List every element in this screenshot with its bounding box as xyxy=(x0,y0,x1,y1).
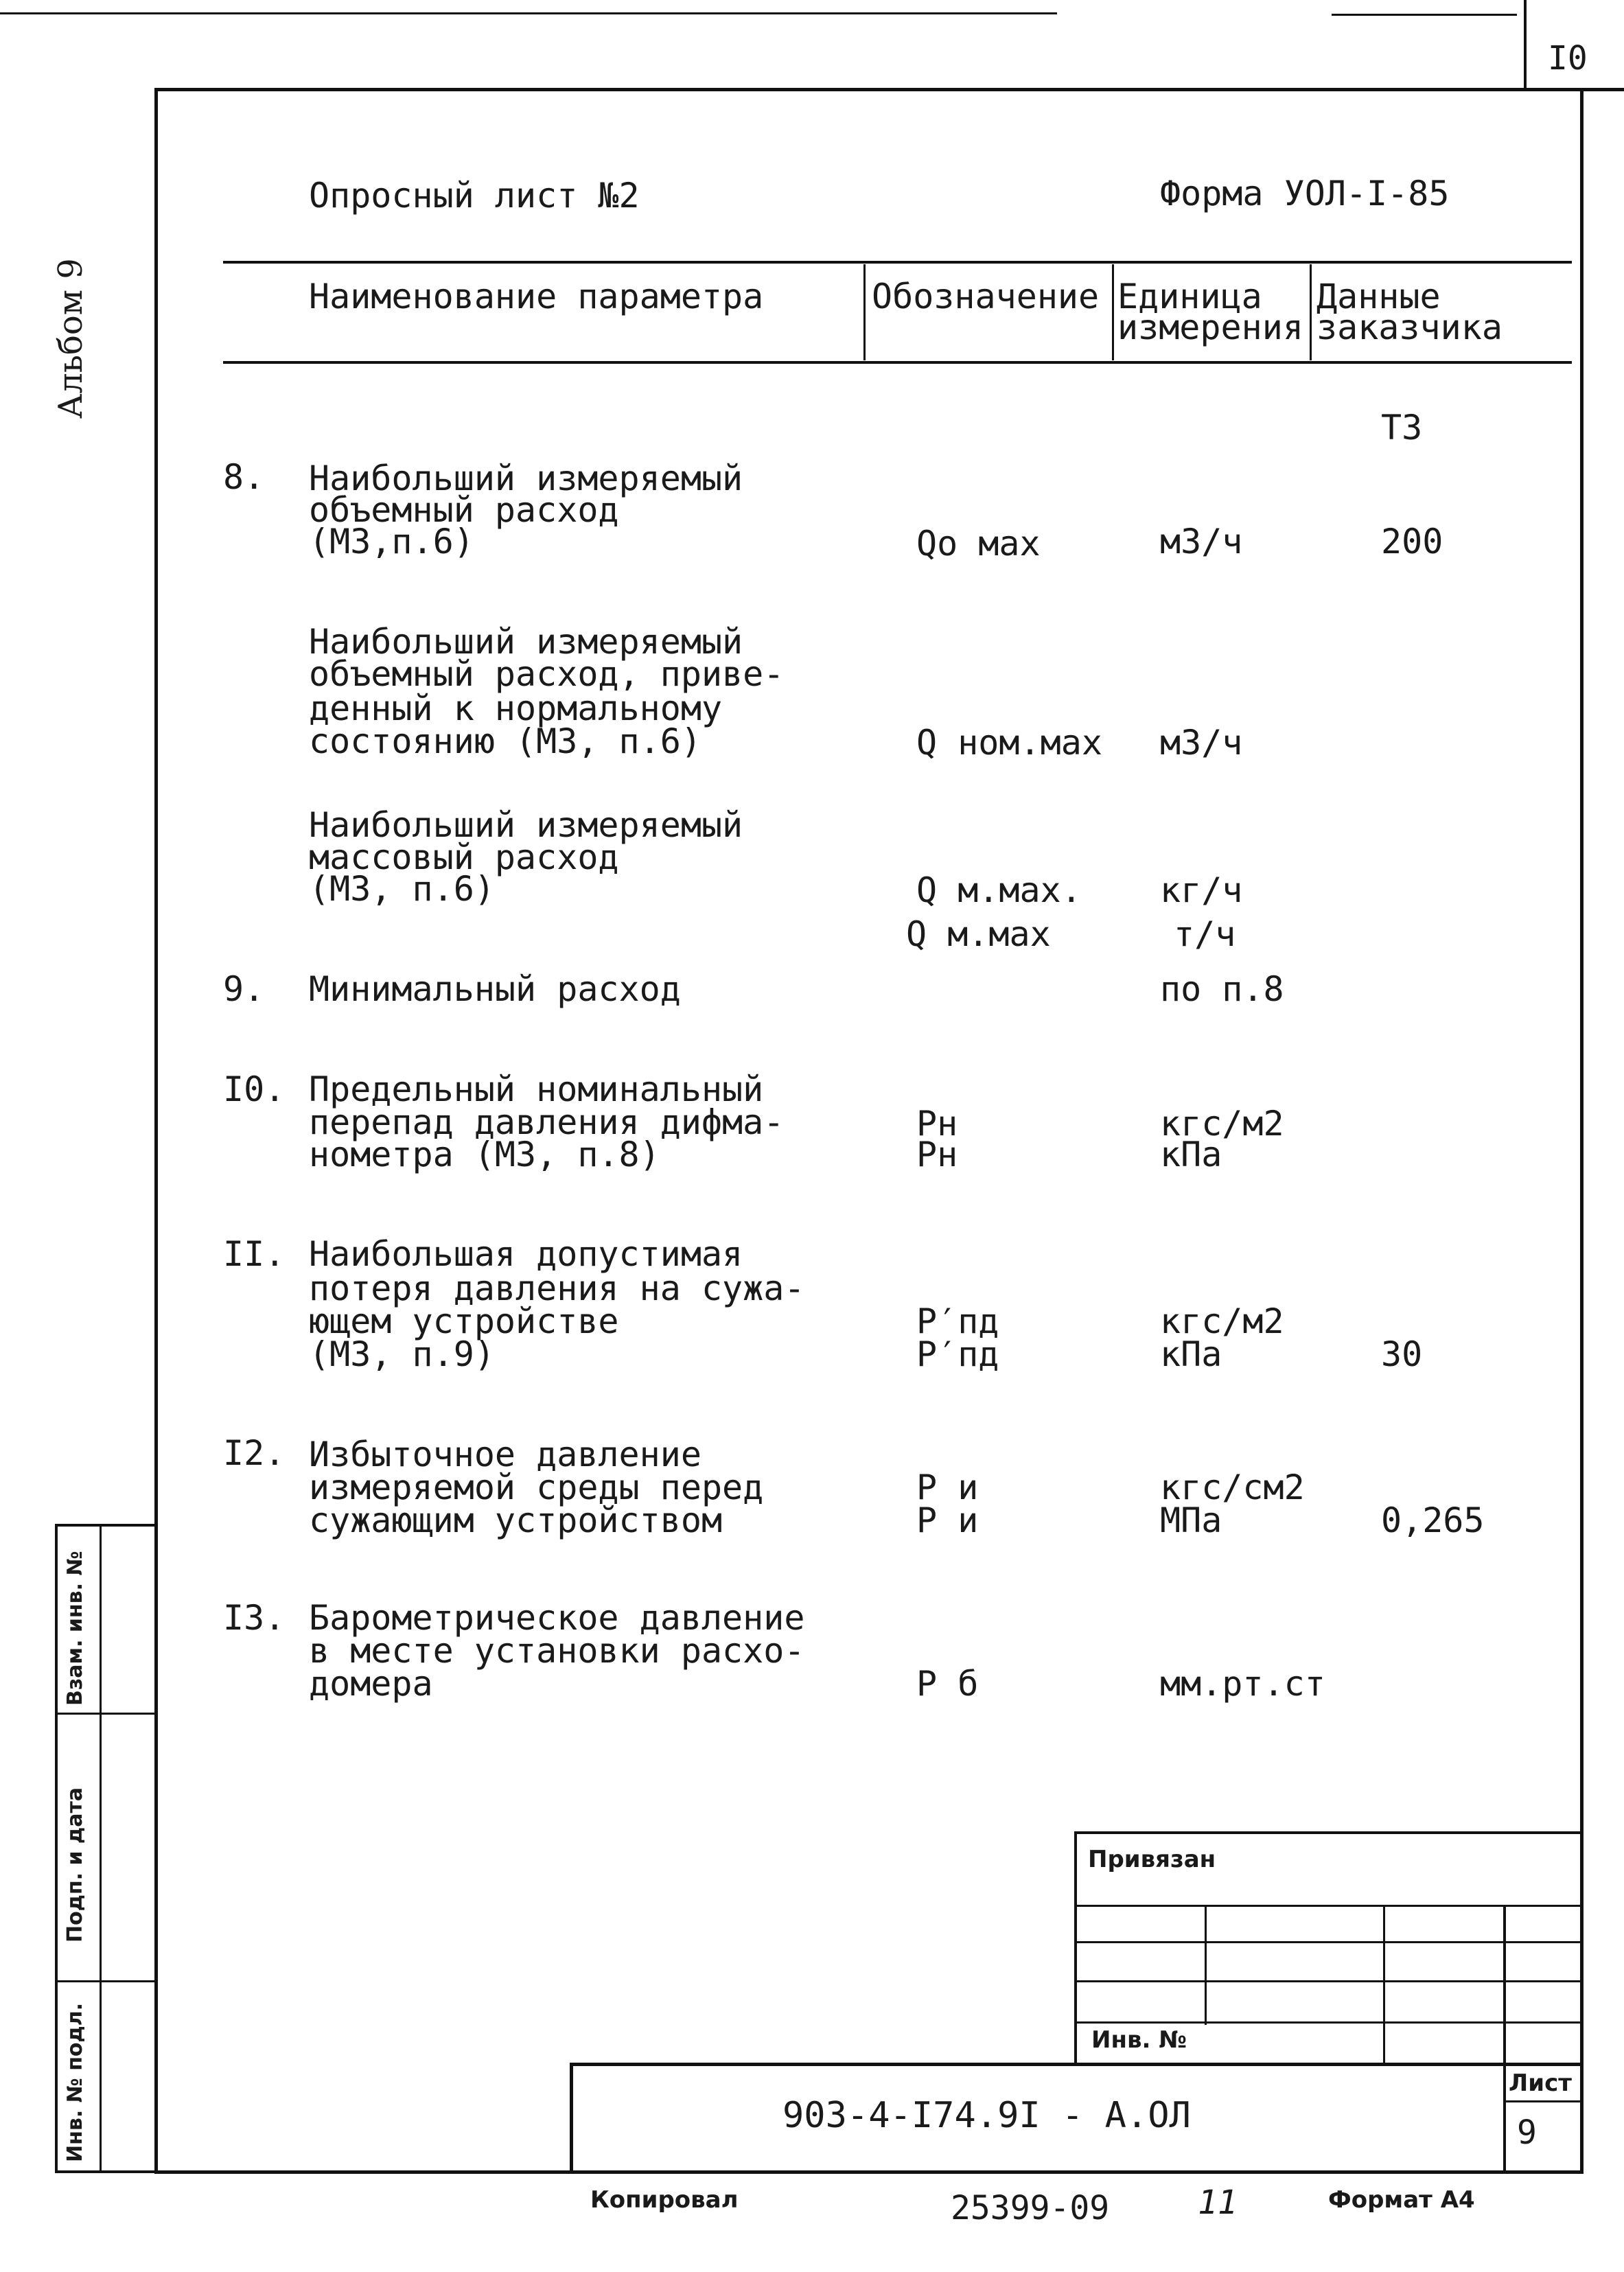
unit: т/ч xyxy=(1174,914,1236,954)
unit: м3/ч xyxy=(1160,723,1243,763)
designation: Qо мах xyxy=(916,524,1041,564)
frame-bottom xyxy=(154,2170,1584,2174)
param-line: (МЗ, п.6) xyxy=(309,869,495,909)
vzam-inv-label: Взам. инв. № xyxy=(63,1551,87,1706)
designation: Р′пд xyxy=(916,1301,999,1341)
doc-code: 903-4-I74.9I - А.ОЛ xyxy=(782,2095,1191,2136)
album-label: Альбом 9 xyxy=(51,258,90,419)
row-number: II. xyxy=(223,1234,286,1274)
designation: Р и xyxy=(916,1468,979,1507)
copied-label: Копировал xyxy=(590,2186,739,2214)
col-header-customer-1: Данные xyxy=(1316,277,1441,316)
privyazan-label: Привязан xyxy=(1088,1846,1216,1873)
param-line: домера xyxy=(309,1664,433,1704)
frame-right xyxy=(1580,89,1584,2172)
col-header-param: Наименование параметра xyxy=(309,277,764,316)
sheet-number: 9 xyxy=(1517,2113,1537,2152)
param-line: перепад давления дифма- xyxy=(309,1102,785,1142)
customer-value: 200 xyxy=(1381,522,1443,561)
row-number: I0. xyxy=(223,1069,286,1109)
unit: кПа xyxy=(1160,1135,1222,1174)
param-line: (МЗ, п.9) xyxy=(309,1334,495,1374)
frame-top xyxy=(154,88,1624,91)
param-line: Наибольшая допустимая xyxy=(309,1234,743,1274)
page-number: I0 xyxy=(1548,39,1588,78)
unit: по п.8 xyxy=(1160,969,1284,1009)
sheet-label: Лист xyxy=(1509,2070,1572,2097)
handwritten-mark: 11 xyxy=(1198,2183,1238,2222)
param-line: Избыточное давление xyxy=(309,1435,701,1474)
row-number: I2. xyxy=(223,1433,286,1473)
param-line: сужающим устройством xyxy=(309,1500,723,1540)
param-line: измеряемой среды перед xyxy=(309,1468,764,1507)
param-line: объемный расход, приве- xyxy=(309,654,785,694)
frame-left xyxy=(154,89,158,2172)
tz-label: ТЗ xyxy=(1381,408,1423,448)
col-header-designation: Обозначение xyxy=(872,277,1100,316)
customer-value: 0,265 xyxy=(1381,1500,1485,1540)
row-number: I3. xyxy=(223,1598,286,1638)
designation: Р б xyxy=(916,1664,979,1704)
param-line: массовый расход xyxy=(309,837,619,877)
unit: МПа xyxy=(1160,1500,1222,1540)
form-code: Форма УОЛ-I-85 xyxy=(1160,174,1450,213)
param-line: Минимальный расход xyxy=(309,969,681,1009)
unit: м3/ч xyxy=(1160,522,1243,561)
unit: кПа xyxy=(1160,1334,1222,1374)
header-top-rule xyxy=(223,261,1572,264)
designation: Рн xyxy=(916,1104,958,1144)
designation: Q м.мах. xyxy=(916,870,1082,910)
param-line: нометра (МЗ, п.8) xyxy=(309,1135,660,1174)
row-number: 8. xyxy=(223,457,265,497)
param-line: Наибольший измеряемый xyxy=(309,805,743,845)
unit: кгс/м2 xyxy=(1160,1104,1284,1144)
row-number: 9. xyxy=(223,969,265,1009)
form-title: Опросный лист №2 xyxy=(309,176,640,216)
designation: Рн xyxy=(916,1135,958,1174)
designation: Q м.мах xyxy=(906,914,1051,954)
inv-podl-label: Инв. № подл. xyxy=(63,2002,87,2162)
order-number: 25399-09 xyxy=(951,2189,1110,2227)
param-line: денный к нормальному xyxy=(309,688,723,728)
designation: Р′пд xyxy=(916,1334,999,1374)
param-line: Наибольший измеряемый xyxy=(309,459,743,498)
unit: кгс/см2 xyxy=(1160,1468,1305,1507)
param-line: состоянию (МЗ, п.6) xyxy=(309,721,701,761)
param-line: (МЗ,п.6) xyxy=(309,522,474,561)
format-label: Формат А4 xyxy=(1328,2186,1475,2214)
param-line: Барометрическое давление xyxy=(309,1598,805,1638)
unit: кгс/м2 xyxy=(1160,1301,1284,1341)
param-line: Предельный номинальный xyxy=(309,1069,764,1109)
unit: мм.рт.ст xyxy=(1160,1664,1325,1704)
param-line: ющем устройстве xyxy=(309,1301,619,1341)
col-header-unit-1: Единица xyxy=(1117,277,1262,316)
param-line: в месте установки расхо- xyxy=(309,1631,805,1671)
param-line: объемный расход xyxy=(309,490,619,530)
customer-value: 30 xyxy=(1381,1334,1423,1374)
col-header-unit-2: измерения xyxy=(1117,308,1303,347)
unit: кг/ч xyxy=(1160,870,1243,910)
designation: Q ном.мах xyxy=(916,723,1102,763)
col-header-customer-2: заказчика xyxy=(1316,308,1503,347)
param-line: Наибольший измеряемый xyxy=(309,622,743,662)
inv-no-label: Инв. № xyxy=(1091,2026,1187,2054)
header-bottom-rule xyxy=(223,361,1572,364)
param-line: потеря давления на сужа- xyxy=(309,1268,805,1308)
podp-data-label: Подп. и дата xyxy=(63,1787,87,1943)
designation: Р и xyxy=(916,1500,979,1540)
